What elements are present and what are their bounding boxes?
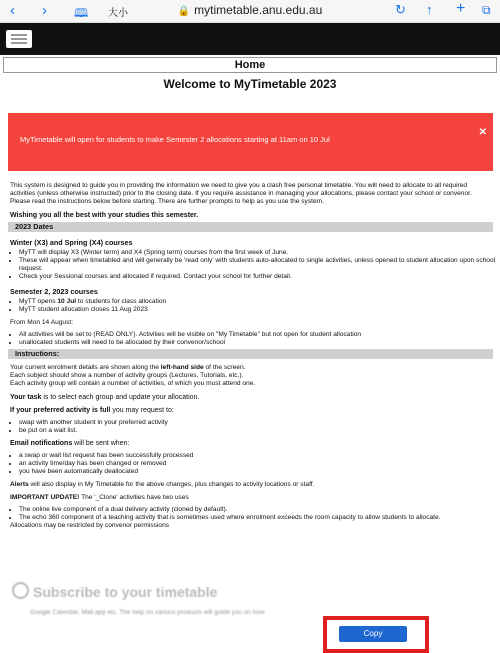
home-breadcrumb[interactable]: Home <box>3 57 497 73</box>
instr-line: Each activity group will contain a number of activities, of which you must attend one. <box>10 380 256 388</box>
text-size-button[interactable]: 大小 <box>108 8 128 19</box>
list-item: • be put on a wait list. <box>19 427 497 435</box>
winter-title: Winter (X3) and Spring (X4) courses <box>10 237 133 247</box>
from-mon-text: From Mon 14 August: <box>10 318 74 326</box>
list-item: • These will appear when timetabled and will generally be 'read only' with students auto-allocated to single activities, unless opened to student allocation upon school request. <box>19 257 497 273</box>
tabs-icon[interactable]: ⧉ <box>482 3 491 17</box>
list-item: • you have been automatically deallocated <box>19 468 497 476</box>
list-item: • a swap or wait list request has been successfully processed <box>19 452 497 460</box>
close-icon[interactable]: ✕ <box>478 127 487 138</box>
new-tab-icon[interactable]: + <box>456 0 466 17</box>
subscribe-title: Subscribe to your timetable <box>12 582 217 600</box>
intro-text: This system is designed to guide you in providing the information we need to give you a clash free personal timetable. You will need to allocate to all required activities (unless otherwise instructed) prior to the closing date. If you require assistance in managing your allocations, please contact your school or convenor. <box>10 182 472 198</box>
alert-banner <box>8 113 493 171</box>
winter-list <box>3 249 497 281</box>
copy-highlight <box>323 616 429 653</box>
email-line: Email notifications will be sent when: <box>10 440 130 448</box>
share-icon[interactable]: ↑ <box>426 2 433 17</box>
list-item: • MyTT opens 10 Jul to students for class allocation <box>19 298 497 306</box>
main-content <box>3 57 497 530</box>
reload-icon[interactable]: ↻ <box>395 2 406 17</box>
list-item: • an activity time/day has been changed or removed <box>19 460 497 468</box>
sem2-title: Semester 2, 2023 courses <box>10 286 98 296</box>
list-item: • MyTT will display X3 (Winter term) and X4 (Spring term) courses from the first week of June. <box>19 249 497 257</box>
wish-text: Wishing you all the best with your studies this semester. <box>10 211 199 219</box>
list-item: • Check your Sessional courses and allocated if required. Contact your school for further detail. <box>19 273 497 281</box>
calendar-icon <box>12 582 29 599</box>
instr-line: Your current enrolment details are shown along the left-hand side of the screen. <box>10 364 246 372</box>
aug-list <box>3 331 497 347</box>
alerts-line: Alerts will also display in My Timetable for the above changes, plus changes to activity locations or staff. <box>10 481 315 489</box>
bookmarks-icon[interactable]: 🕮 <box>74 6 89 20</box>
important-line: IMPORTANT UPDATE! The '_Clone' activities have two uses <box>10 494 189 502</box>
address-bar[interactable] <box>0 3 500 17</box>
menu-icon[interactable] <box>6 30 32 48</box>
alert-text: MyTimetable will open for students to make Semester 2 allocations starting at 11am on 10 Jul <box>20 135 330 144</box>
list-item: • The online live component of a dual delivery activity (cloned by default). <box>19 506 497 514</box>
page-title: Welcome to MyTimetable 2023 <box>163 77 337 91</box>
task-line: Your task is to select each group and update your allocation. <box>10 393 200 401</box>
forward-icon[interactable]: › <box>42 2 47 19</box>
dates-header: 2023 Dates <box>8 222 493 232</box>
lock-icon: 🔒 <box>177 6 191 17</box>
list-item: • swap with another student in your preferred activity <box>19 419 497 427</box>
list-item: • The echo 360 component of a teaching activity that is sometimes used where enrolment exceeds the room capacity to allow students to allocate. <box>19 514 497 522</box>
instr-line: Each subject should show a number of activity groups (Lectures, Tutorials, etc.). <box>10 372 244 380</box>
list-item: • All activities will be set to (READ ONLY). Activities will be visible on "My Timetable" but not open for student allocation <box>19 331 497 339</box>
sem2-list <box>3 298 497 314</box>
back-icon[interactable]: ‹ <box>10 2 15 19</box>
url-text: mytimetable.anu.edu.au <box>194 3 323 17</box>
app-header <box>0 23 500 55</box>
list-item: • unallocated students will need to be allocated by their convenor/school <box>19 339 497 347</box>
copy-button[interactable]: Copy <box>339 626 407 642</box>
instructions-header: Instructions: <box>8 349 493 359</box>
email-list <box>3 452 497 476</box>
browser-toolbar <box>0 0 500 23</box>
list-item: • MyTT student allocation closes 11 Aug 2023 <box>19 306 497 314</box>
subscribe-description: Google Calendar, Mail.app etc. The help on various products will guide you on how. <box>30 609 266 616</box>
allocations-note: Allocations may be restricted by convenor permissions <box>10 521 170 529</box>
full-list <box>3 419 497 435</box>
clone-list <box>3 506 497 522</box>
full-line: If your preferred activity is full you may request to: <box>10 406 174 414</box>
intro-instructions: Please read the instructions below before starting. There are further prompts to help as you use the system. <box>10 198 324 206</box>
